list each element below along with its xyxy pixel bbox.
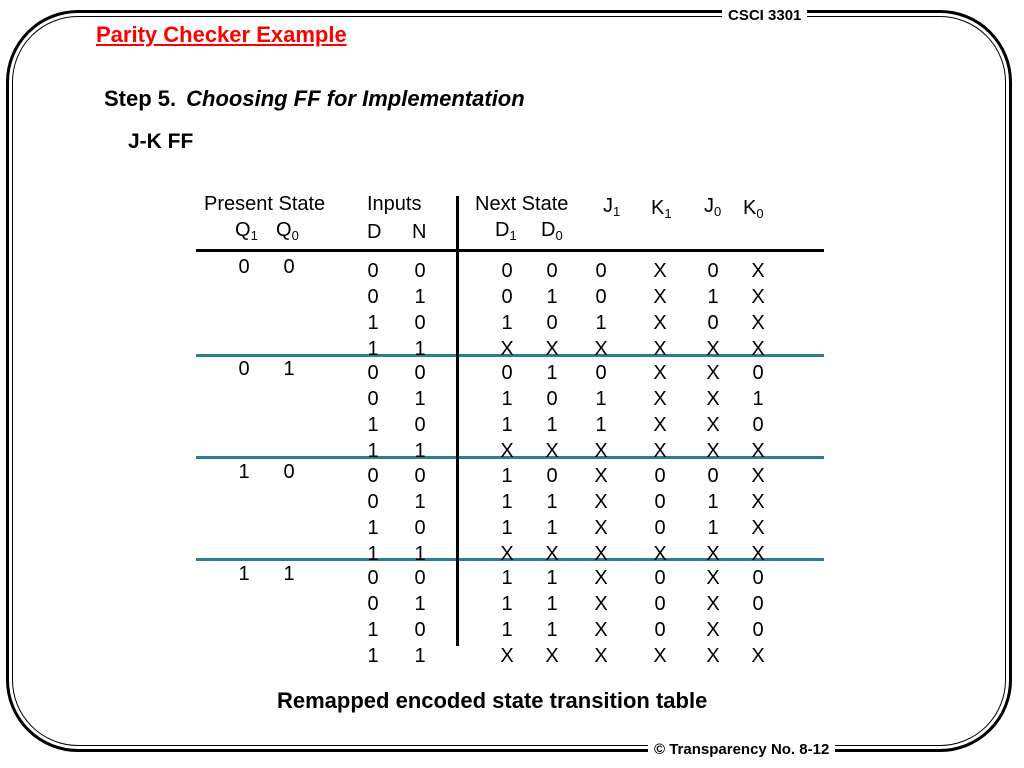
table-cell-j1: 0 (654, 517, 666, 539)
present-q0-cell: 1 (283, 563, 295, 585)
table-cell-ns1: X (500, 645, 514, 667)
table-cell-j0: 0 (752, 362, 764, 384)
table-cell-k1: X (706, 645, 720, 667)
header-rule (196, 249, 824, 252)
table-cell-d: 1 (367, 414, 379, 436)
table-cell-ns0: X (545, 338, 559, 360)
table-cell-d: 1 (367, 645, 379, 667)
present-q0-cell: 1 (283, 358, 295, 380)
table-cell-j1: X (653, 362, 667, 384)
table-cell-out: 1 (595, 388, 607, 410)
table-cell-j0: 0 (752, 567, 764, 589)
table-cell-k1: 0 (707, 312, 719, 334)
table-cell-k1: 1 (707, 517, 719, 539)
table-cell-out: X (594, 491, 608, 513)
table-cell-ns1: 0 (501, 362, 513, 384)
table-cell-out: 1 (595, 312, 607, 334)
table-cell-d: 1 (367, 338, 379, 360)
table-cell-out: X (594, 465, 608, 487)
table-cell-d: 1 (367, 619, 379, 641)
table-cell-j0: 1 (752, 388, 764, 410)
present-q1-cell: 0 (238, 256, 250, 278)
table-cell-j0: X (751, 491, 765, 513)
slide-title: Parity Checker Example (96, 22, 347, 47)
table-cell-j1: X (653, 388, 667, 410)
header-k1: $K_1$ (651, 197, 672, 221)
table-cell-d: 0 (367, 593, 379, 615)
table-vertical-rule (456, 196, 459, 646)
table-cell-k1: X (706, 543, 720, 565)
table-cell-j1: X (653, 440, 667, 462)
table-cell-k1: X (706, 414, 720, 436)
table-cell-n: 1 (414, 491, 426, 513)
ff-type-label: J-K FF (128, 130, 194, 153)
present-q1-cell: 1 (238, 461, 250, 483)
header-q0: $Q_0$ (276, 219, 299, 243)
table-cell-ns1: 1 (501, 465, 513, 487)
table-cell-j0: X (751, 440, 765, 462)
table-cell-d: 0 (367, 260, 379, 282)
table-cell-n: 1 (414, 593, 426, 615)
table-cell-n: 0 (414, 312, 426, 334)
table-cell-j1: X (653, 286, 667, 308)
footer-tag: © Transparency No. 8-12 (648, 740, 835, 760)
header-j1: $J_1$ (603, 195, 621, 219)
table-cell-j1: X (653, 312, 667, 334)
table-cell-j1: X (653, 543, 667, 565)
table-cell-n: 1 (414, 388, 426, 410)
header-next-state: Next State (475, 193, 569, 215)
table-cell-d: 1 (367, 543, 379, 565)
course-tag: CSCI 3301 (722, 6, 807, 26)
table-cell-k1: X (706, 593, 720, 615)
table-cell-ns0: 0 (546, 312, 558, 334)
table-cell-j1: 0 (654, 491, 666, 513)
table-cell-ns0: 1 (546, 593, 558, 615)
header-present-state: Present State (204, 193, 326, 215)
table-cell-ns0: 1 (546, 619, 558, 641)
table-cell-k1: X (706, 440, 720, 462)
table-cell-d: 1 (367, 440, 379, 462)
table-cell-d: 0 (367, 388, 379, 410)
table-caption: Remapped encoded state transition table (277, 688, 708, 713)
table-cell-j1: 0 (654, 593, 666, 615)
table-cell-j1: X (653, 260, 667, 282)
table-cell-k1: X (706, 388, 720, 410)
header-d0: $D_0$ (541, 219, 563, 243)
table-cell-ns1: 0 (501, 260, 513, 282)
table-cell-out: X (594, 645, 608, 667)
table-cell-out: 0 (595, 362, 607, 384)
table-cell-ns0: 1 (546, 362, 558, 384)
table-cell-ns0: 1 (546, 517, 558, 539)
table-cell-n: 0 (414, 619, 426, 641)
table-cell-d: 0 (367, 286, 379, 308)
table-cell-ns0: 1 (546, 414, 558, 436)
table-cell-ns0: 1 (546, 567, 558, 589)
table-cell-j1: 0 (654, 465, 666, 487)
table-cell-n: 0 (414, 567, 426, 589)
step-title: Choosing FF for Implementation (186, 86, 525, 111)
table-cell-j1: 0 (654, 567, 666, 589)
table-cell-n: 0 (414, 517, 426, 539)
table-cell-k1: X (706, 567, 720, 589)
table-cell-out: X (594, 338, 608, 360)
table-cell-ns0: 1 (546, 491, 558, 513)
table-cell-j0: X (751, 312, 765, 334)
table-cell-ns1: 1 (501, 414, 513, 436)
table-cell-ns0: 1 (546, 286, 558, 308)
table-cell-j0: 0 (752, 593, 764, 615)
table-cell-n: 1 (414, 286, 426, 308)
table-cell-d: 0 (367, 465, 379, 487)
table-cell-ns1: 1 (501, 491, 513, 513)
table-cell-ns1: 0 (501, 286, 513, 308)
step-label: Step 5. (104, 86, 177, 111)
table-cell-n: 0 (414, 414, 426, 436)
present-q1-cell: 0 (238, 358, 250, 380)
table-cell-k1: 1 (707, 286, 719, 308)
table-cell-n: 0 (414, 465, 426, 487)
table-cell-ns1: 1 (501, 593, 513, 615)
table-cell-j0: X (751, 286, 765, 308)
table-cell-out: X (594, 440, 608, 462)
table-cell-k1: X (706, 619, 720, 641)
header-q1: $Q_1$ (235, 219, 258, 243)
table-cell-k1: 0 (707, 465, 719, 487)
table-cell-j0: 0 (752, 414, 764, 436)
header-k0: $K_0$ (743, 197, 764, 221)
table-cell-out: X (594, 567, 608, 589)
step-heading (104, 86, 525, 112)
table-cell-n: 0 (414, 260, 426, 282)
header-n: N (412, 221, 427, 243)
table-cell-j1: X (653, 645, 667, 667)
table-cell-ns1: X (500, 543, 514, 565)
present-q1-cell: 1 (238, 563, 250, 585)
table-cell-k1: 0 (707, 260, 719, 282)
table-cell-d: 1 (367, 312, 379, 334)
header-d1: $D_1$ (495, 219, 517, 243)
table-cell-ns0: X (545, 440, 559, 462)
table-cell-ns1: 1 (501, 312, 513, 334)
header-d: D (367, 221, 382, 243)
present-q0-cell: 0 (283, 256, 295, 278)
table-cell-n: 0 (414, 362, 426, 384)
table-cell-k1: X (706, 338, 720, 360)
table-cell-out: X (594, 593, 608, 615)
table-cell-ns0: X (545, 543, 559, 565)
table-cell-ns0: 0 (546, 465, 558, 487)
table-cell-d: 0 (367, 362, 379, 384)
table-cell-d: 0 (367, 491, 379, 513)
header-inputs: Inputs (367, 193, 422, 215)
table-cell-j0: X (751, 543, 765, 565)
table-cell-j0: X (751, 645, 765, 667)
table-cell-k1: 1 (707, 491, 719, 513)
table-cell-n: 1 (414, 543, 426, 565)
table-cell-j1: 0 (654, 619, 666, 641)
table-cell-ns0: 0 (546, 388, 558, 410)
table-cell-ns1: X (500, 440, 514, 462)
table-cell-n: 1 (414, 338, 426, 360)
table-cell-ns0: X (545, 645, 559, 667)
table-cell-ns1: 1 (501, 619, 513, 641)
table-cell-ns1: 1 (501, 388, 513, 410)
table-cell-j1: X (653, 338, 667, 360)
table-cell-k1: X (706, 362, 720, 384)
table-cell-ns1: X (500, 338, 514, 360)
table-cell-j0: 0 (752, 619, 764, 641)
table-cell-out: 0 (595, 260, 607, 282)
table-cell-out: 1 (595, 414, 607, 436)
table-cell-j0: X (751, 338, 765, 360)
table-cell-j0: X (751, 517, 765, 539)
header-j0: $J_0$ (704, 195, 722, 219)
table-cell-out: X (594, 517, 608, 539)
table-cell-out: X (594, 543, 608, 565)
present-q0-cell: 0 (283, 461, 295, 483)
table-cell-d: 1 (367, 517, 379, 539)
table-cell-d: 0 (367, 567, 379, 589)
table-cell-ns1: 1 (501, 517, 513, 539)
table-cell-j0: X (751, 260, 765, 282)
table-cell-n: 1 (414, 440, 426, 462)
table-cell-j0: X (751, 465, 765, 487)
table-cell-out: X (594, 619, 608, 641)
table-cell-ns1: 1 (501, 567, 513, 589)
table-cell-j1: X (653, 414, 667, 436)
table-cell-out: 0 (595, 286, 607, 308)
table-cell-n: 1 (414, 645, 426, 667)
table-cell-ns0: 0 (546, 260, 558, 282)
